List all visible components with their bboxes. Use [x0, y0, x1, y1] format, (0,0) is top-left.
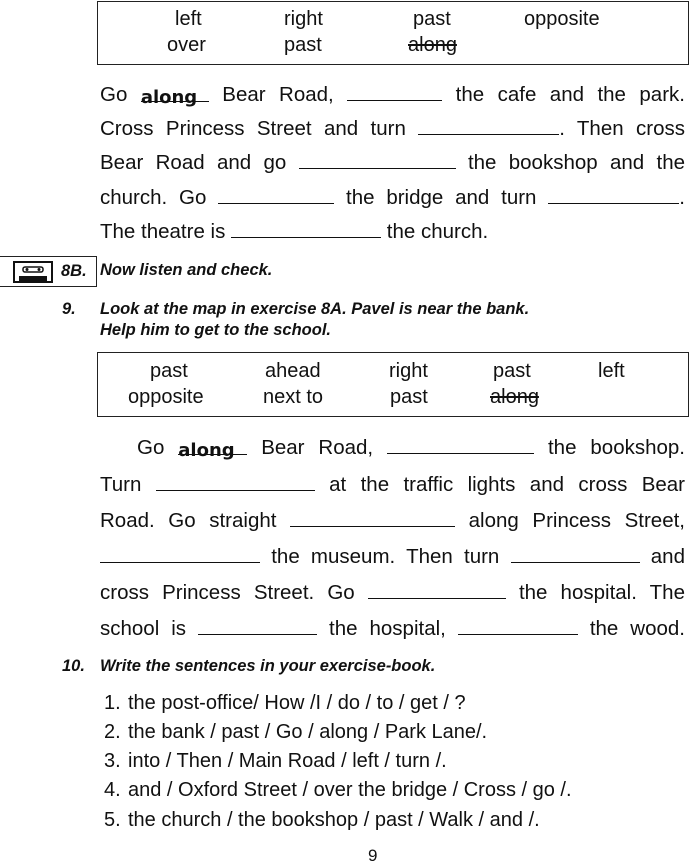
word: opposite — [524, 8, 600, 30]
text: the bookshop. — [547, 436, 686, 459]
exercise-number-10: 10. — [62, 657, 85, 675]
word: left — [175, 8, 202, 30]
item-number: 1. — [104, 692, 121, 714]
text: the hospital. The — [518, 581, 685, 604]
word: past — [390, 386, 428, 408]
word: ahead — [265, 360, 321, 382]
answer-blank[interactable] — [548, 185, 679, 204]
answer-blank[interactable] — [299, 150, 456, 169]
para1-line-3 — [100, 150, 685, 175]
word: past — [413, 8, 451, 30]
word-crossed-out: along — [408, 34, 457, 56]
word: past — [150, 360, 188, 382]
text: the bookshop and the — [467, 151, 685, 174]
text: the church. — [386, 220, 489, 243]
text: the hospital, — [329, 617, 446, 640]
item-text: the post-office/ How /I / do / to / get / ? — [128, 692, 466, 714]
handwritten-answer: along — [178, 440, 235, 461]
cassette-icon — [13, 261, 53, 283]
audio-label-box — [0, 256, 97, 287]
item-text: into / Then / Main Road / left / turn /. — [128, 750, 447, 772]
answer-blank[interactable] — [178, 436, 247, 461]
answer-blank[interactable] — [347, 82, 442, 101]
word: over — [167, 34, 206, 56]
word-crossed-out: along — [490, 386, 539, 408]
text: cross Princess Street. Go — [100, 581, 355, 604]
text: and — [650, 545, 685, 568]
word: left — [598, 360, 625, 382]
handwritten-answer: along — [140, 87, 198, 108]
list-item — [104, 720, 487, 744]
list-item — [104, 778, 572, 802]
list-item — [104, 808, 540, 832]
para2-line-1 — [137, 435, 685, 460]
text: Turn — [100, 473, 142, 496]
item-number: 5. — [104, 809, 121, 831]
para2-line-6 — [100, 616, 685, 641]
para1-line-2 — [100, 116, 685, 141]
answer-blank[interactable] — [198, 616, 317, 635]
instruction-9-line-2: Help him to get to the school. — [100, 321, 331, 339]
item-number: 3. — [104, 750, 121, 772]
page-number: 9 — [368, 846, 378, 865]
answer-blank[interactable] — [140, 83, 209, 108]
item-text: and / Oxford Street / over the bridge / Cross / go /. — [128, 779, 572, 801]
item-number: 4. — [104, 779, 121, 801]
text: school is — [100, 617, 187, 640]
para2-line-3 — [100, 508, 685, 533]
text: Bear Road and go — [100, 151, 287, 174]
list-item — [104, 691, 466, 715]
text: along Princess Street, — [468, 509, 685, 532]
text: Go — [100, 83, 128, 106]
word: next to — [263, 386, 324, 408]
answer-blank[interactable] — [231, 219, 381, 238]
text: Bear Road, — [261, 436, 374, 459]
list-item — [104, 749, 447, 773]
answer-blank[interactable] — [511, 544, 640, 563]
answer-blank[interactable] — [458, 616, 578, 635]
instruction-10: Write the sentences in your exercise-book. — [100, 657, 436, 675]
exercise-number-9: 9. — [62, 300, 76, 318]
text: the bridge and turn — [346, 186, 537, 209]
exercise-label-8b: 8B. — [61, 262, 87, 280]
text: the museum. Then turn — [271, 545, 500, 568]
item-number: 2. — [104, 721, 121, 743]
text: . — [679, 186, 685, 209]
answer-blank[interactable] — [418, 116, 559, 135]
text: the wood. — [589, 617, 685, 640]
word: past — [284, 34, 322, 56]
text: . Then cross — [559, 117, 685, 140]
text: Go — [137, 436, 165, 459]
instruction-9-line-1: Look at the map in exercise 8A. Pavel is near the bank. — [100, 300, 530, 318]
text: church. Go — [100, 186, 207, 209]
text: the cafe and the park. — [455, 83, 685, 106]
text: Road. Go straight — [100, 509, 277, 532]
word: right — [284, 8, 323, 30]
answer-blank[interactable] — [156, 472, 315, 491]
text: Cross Princess Street and turn — [100, 117, 406, 140]
answer-blank[interactable] — [387, 435, 534, 454]
text: Bear Road, — [222, 83, 334, 106]
para1-line-5 — [100, 219, 488, 244]
answer-blank[interactable] — [100, 544, 260, 563]
word: opposite — [128, 386, 204, 408]
item-text: the church / the bookshop / past / Walk / and /. — [128, 809, 540, 831]
text: The theatre is — [100, 220, 226, 243]
answer-blank[interactable] — [218, 185, 334, 204]
para1-line-1 — [100, 82, 685, 107]
answer-blank[interactable] — [290, 508, 455, 527]
word: right — [389, 360, 428, 382]
para2-line-2 — [100, 472, 685, 497]
word: past — [493, 360, 531, 382]
answer-blank[interactable] — [368, 580, 506, 599]
para2-line-4 — [100, 544, 685, 569]
text: at the traffic lights and cross Bear — [329, 473, 686, 496]
para1-line-4 — [100, 185, 685, 210]
instruction-8b: Now listen and check. — [100, 261, 273, 279]
para2-line-5 — [100, 580, 685, 605]
item-text: the bank / past / Go / along / Park Lane/. — [128, 721, 488, 743]
